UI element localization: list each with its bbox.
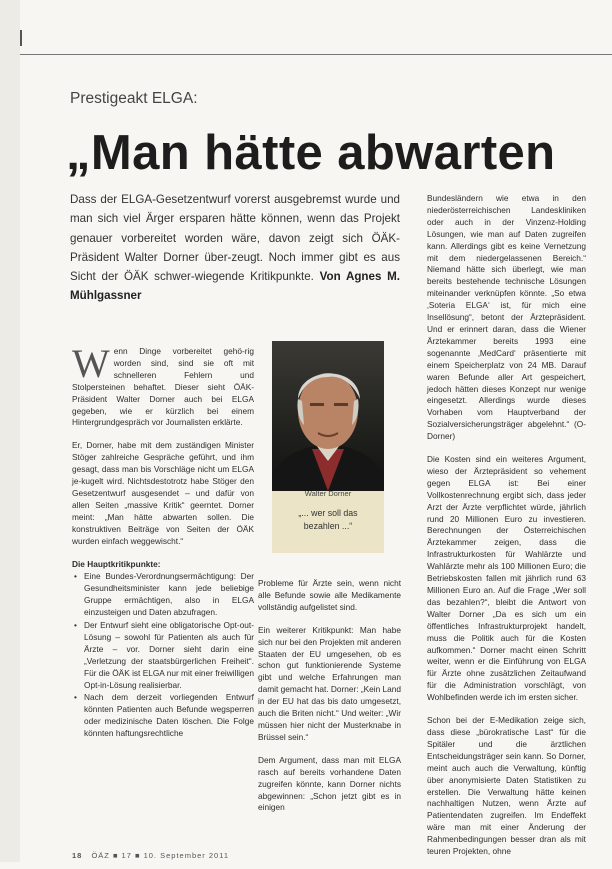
kicker: Prestigeakt ELGA:	[70, 90, 198, 107]
drop-cap: W	[72, 341, 110, 386]
list-item: • Der Entwurf sieht eine obligatorische Opt-out-Lösung – sowohl für Patienten als auch für Ärzte – vor. Dorner sieht darin eine „Verletzung der staatsbürgerlichen Freiheit“. Für die ÖÄK ist ELGA nur mit einer freiwilligen Opt-in-Lösung realisierbar.	[72, 620, 254, 691]
binder-mark	[20, 30, 22, 46]
paragraph: Die Kosten sind ein weiteres Argument, wieso der Ärztepräsident so vehement gegen ELGA ist: Bei einer Vollkostenrechnung ergibt sich, dass jeder Arzt der Ärzte verpflichtet würde, jährlich rund 20 Millionen Euro zu investieren. Berechnungen der Österreichischen Ärztekammer zeigen, dass die Infrastrukturkosten für Wahlärzte und Wahlärzte mehr als 100 Millionen Euro; die Betriebskosten fallen mit jährlich rund 63 Millionen Euro an. Auf die Frage „Wer soll das bezahlen?“, bleibt die Antwort von Walter Dorner „Da es sich um ein öffentliches Infrastrukturprojekt handelt, muss die Politik auch für die Kosten aufkommen.“ Dorner macht einen Schritt weiter, wenn er die Einführung von ELGA für Ärzte ohne zusätzlichen Zeitaufwand für die Administration vorschlägt, von Wohlbefinden werde ich im ersten sicher.	[427, 454, 586, 703]
lead-text: Dass der ELGA-Gesetzentwurf vorerst ausgebremst wurde und man sich viel Ärger ersparen hätte können, wenn das Projekt genauer vorbereitet worden wäre, davon zeigt sich ÖÄK-Präsident Walter Dorner über-zeugt. Noch immer gibt es aus Sicht der ÖÄK schwer-wiegende Kritikpunkte.	[70, 193, 400, 284]
page-footer	[72, 851, 229, 860]
paragraph: Schon bei der E-Medikation zeige sich, dass diese „bürokratische Last“ für die Spitäler und die ärztlichen Entscheidungsträger sein kann. So Dorner, meint auch auch die Verwaltung, künftig über anonymisierte Daten Statistiken zu erstellen. Die Verwaltung hätte keinen nachhaltigen Nutzen, wenn Ärzte auf Patientendaten zugreifen. Im Endeffekt wäre man mit einer Änderung der Rahmenbedingungen besser dran als mit teuren Projekten, ohne	[427, 715, 586, 857]
photo-box	[272, 341, 384, 553]
first-paragraph	[72, 341, 254, 429]
issue-info: ÖÄZ ■ 17 ■ 10. September 2011	[91, 851, 230, 860]
portrait-photo	[272, 341, 384, 491]
portrait-illustration	[272, 341, 384, 491]
paragraph: Bundesländern wie etwa in den niederösterreichischen Landeskliniken oder auch in der Vinzenz-Holding Lösungen, wie man auf Daten zugreifen kann. Allerdings gibt es keine Vernetzung mit dem niedergelassenen Bereich.“ Niemand hätte sich überlegt, wie man bereits bestehende technische Lösungen miteinander verknüpfen könnte. „So etwa ‚Soteria ELGA‘ ist, für mich eine Insellösung“, betont der Ärztepräsident. Und er erinnert daran, dass die Wiener Ärztekammer bereits 1993 eine sogenannte ‚MedCard‘ präsentierte mit einem Speicherplatz von 24 MB. Darauf waren Befunde aller Art gespeichert, jedoch hätten dieses Konzept nur wenige eingesetzt. Allerdings wurde dieses Vorhaben vom Hauptverband der Sozialversicherungsträger abgelehnt.“ (O-Dorner)	[427, 193, 586, 442]
article-column-1	[72, 341, 254, 741]
list-item: • Nach dem derzeit vorliegenden Entwurf könnten Patienten auch Befunde wegsperren oder medizinische Daten löschen. Die Folge könnten haftungsrechtliche	[72, 692, 254, 740]
pull-quote: „... wer soll das bezahlen ...“	[298, 508, 358, 531]
headline: „Man hätte abwarten	[66, 126, 556, 180]
top-rule	[20, 54, 612, 55]
criticism-list	[72, 571, 254, 740]
list-item: • Eine Bundes-Verordnungsermächtigung: Der Gesundheitsminister kann jede beliebige Gruppe ermächtigen, also in ELGA einzusteigen und Daten abzufragen.	[72, 571, 254, 619]
page-edge	[0, 0, 20, 862]
paragraph-text: enn Dinge vorbereitet gehö-rig worden sind, sind sie oft mit schnelleren Fehlern und Stolpersteinen behaftet. Dieser sieht ÖÄK-Präsident Walter Dorner auch bei ELGA gegeben, wie er kürzlich bei einem Hintergrundgespräch vor Journalisten erklärte.	[72, 346, 254, 428]
article-column-3	[427, 193, 586, 869]
paragraph: Er, Dorner, habe mit dem zuständigen Minister Stöger zahlreiche Gespräche geführt, und ihm gesagt, dass man bis Vorschläge nicht um ELGA je-kugelt wird. Nichtsdestotrotz habe Stöger den Gesetzentwurf ausgesendet – und dafür von allen Seiten „massive Kritik“ geerntet. Dorner meint: „Man hätte abwarten sollen. Die konstruktiven Beiträge von Seiten der ÖÄK wurden einfach weggewischt.“	[72, 440, 254, 546]
article-column-2	[258, 578, 401, 825]
lead-paragraph	[70, 190, 400, 306]
photo-caption: Walter Dorner	[304, 489, 352, 498]
author-byline: Von Agnes M. Mühlgassner	[70, 270, 400, 303]
subheading: Die Hauptkritikpunkte:	[72, 558, 161, 569]
page-number: 18	[72, 851, 83, 860]
paragraph: Ein weiterer Kritikpunkt: Man habe sich nur bei den Projekten mit anderen Staaten der EU umgesehen, ob es schon gut funktionierende Systeme gibt und welche Erfahrungen man damit gemacht hat. Dorner: „Kein Land in der EU hat das bis dato umgesetzt, auch die Briten nicht.“ Und weiter: „Wir müssen hier nicht der Musterknabe in Brüssel sein.“	[258, 624, 401, 742]
paragraph: Dem Argument, dass man mit ELGA rasch auf bereits vorhandene Daten zugreifen könnte, kann Dorner nichts abgewinnen: „Schon jetzt gibt es in einigen	[258, 754, 401, 813]
paragraph: Probleme für Ärzte sein, wenn nicht alle Befunde sowie alle Medikamente vollständig aufgelistet sind.	[258, 578, 401, 612]
